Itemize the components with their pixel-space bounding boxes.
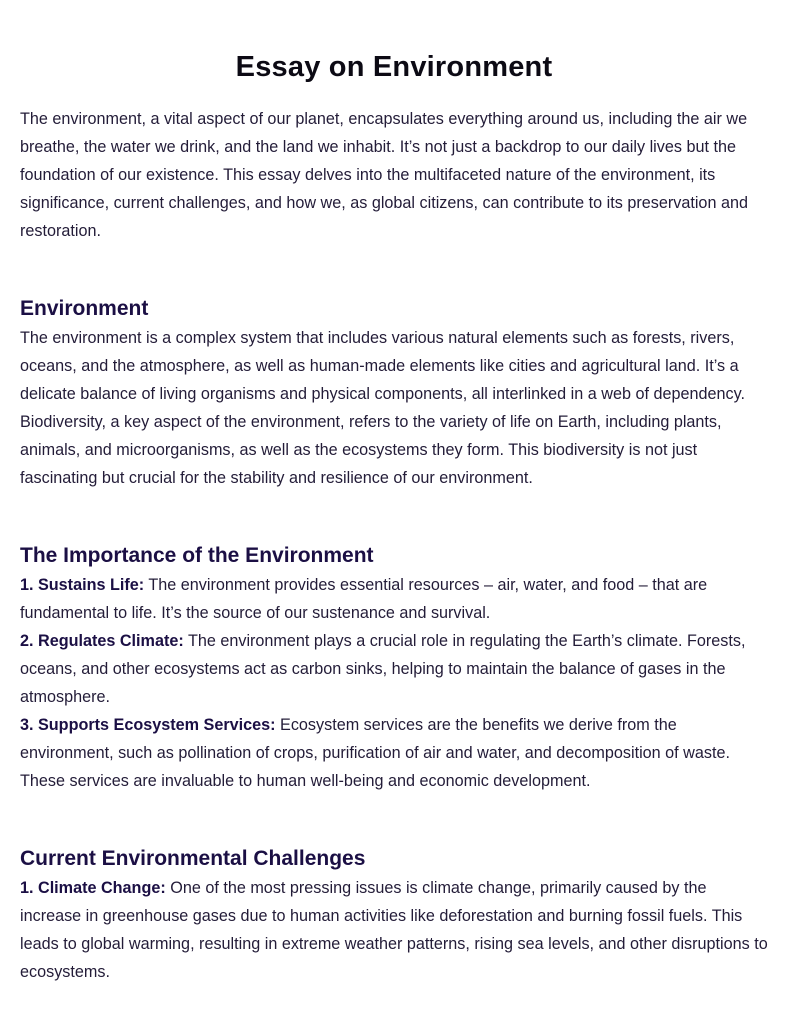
section-heading-challenges: Current Environmental Challenges — [20, 847, 366, 870]
item-text: The environment plays a crucial role in regulating the Earth’s climate. Forests, oceans, and other ecosystems act as carbon sinks, helping to maintain the balance of gases in the atmosphere. — [20, 632, 746, 706]
section-heading-environment: Environment — [20, 297, 149, 320]
item-text: Ecosystem services are the benefits we derive from the environment, such as pollination of crops, purification of air and water, and decomposition of waste. These services are invaluable to human well-being and economic development. — [20, 716, 730, 790]
importance-item — [20, 571, 768, 627]
item-lead: 1. Sustains Life: — [20, 576, 145, 594]
item-text: One of the most pressing issues is climate change, primarily caused by the increase in greenhouse gases due to human activities like deforestation and burning fossil fuels. This leads to global warming, resulting in extreme weather patterns, rising sea levels, and other disruptions to ecosystems. — [20, 879, 768, 981]
importance-item — [20, 711, 768, 795]
item-text: The environment provides essential resources – air, water, and food – that are fundamental to life. It’s the source of our sustenance and survival. — [20, 576, 708, 622]
section-heading-importance: The Importance of the Environment — [20, 544, 374, 567]
item-lead: 1. Climate Change: — [20, 879, 166, 897]
environment-paragraph: The environment is a complex system that includes various natural elements such as forests, rivers, oceans, and the atmosphere, as well as human-made elements like cities and agricultural land. It’s a delicate balance of living organisms and physical components, all interlinked in a web of dependency. Biodiversity, a key aspect of the environment, refers to the variety of life on Earth, including plants, animals, and microorganisms, as well as the ecosystems they form. This biodiversity is not just fascinating but crucial for the stability and resilience of our environment. — [20, 329, 745, 487]
challenges-item — [20, 874, 768, 986]
page-title: Essay on Environment — [235, 51, 553, 83]
intro-paragraph: The environment, a vital aspect of our planet, encapsulates everything around us, including the air we breathe, the water we drink, and the land we inhabit. It’s not just a backdrop to our daily lives but the foundation of our existence. This essay delves into the multifaceted nature of the environment, its significance, current challenges, and how we, as global citizens, can contribute to its preservation and restoration. — [20, 110, 748, 240]
item-lead: 2. Regulates Climate: — [20, 632, 184, 650]
item-lead: 3. Supports Ecosystem Services: — [20, 716, 276, 734]
importance-item — [20, 627, 768, 711]
